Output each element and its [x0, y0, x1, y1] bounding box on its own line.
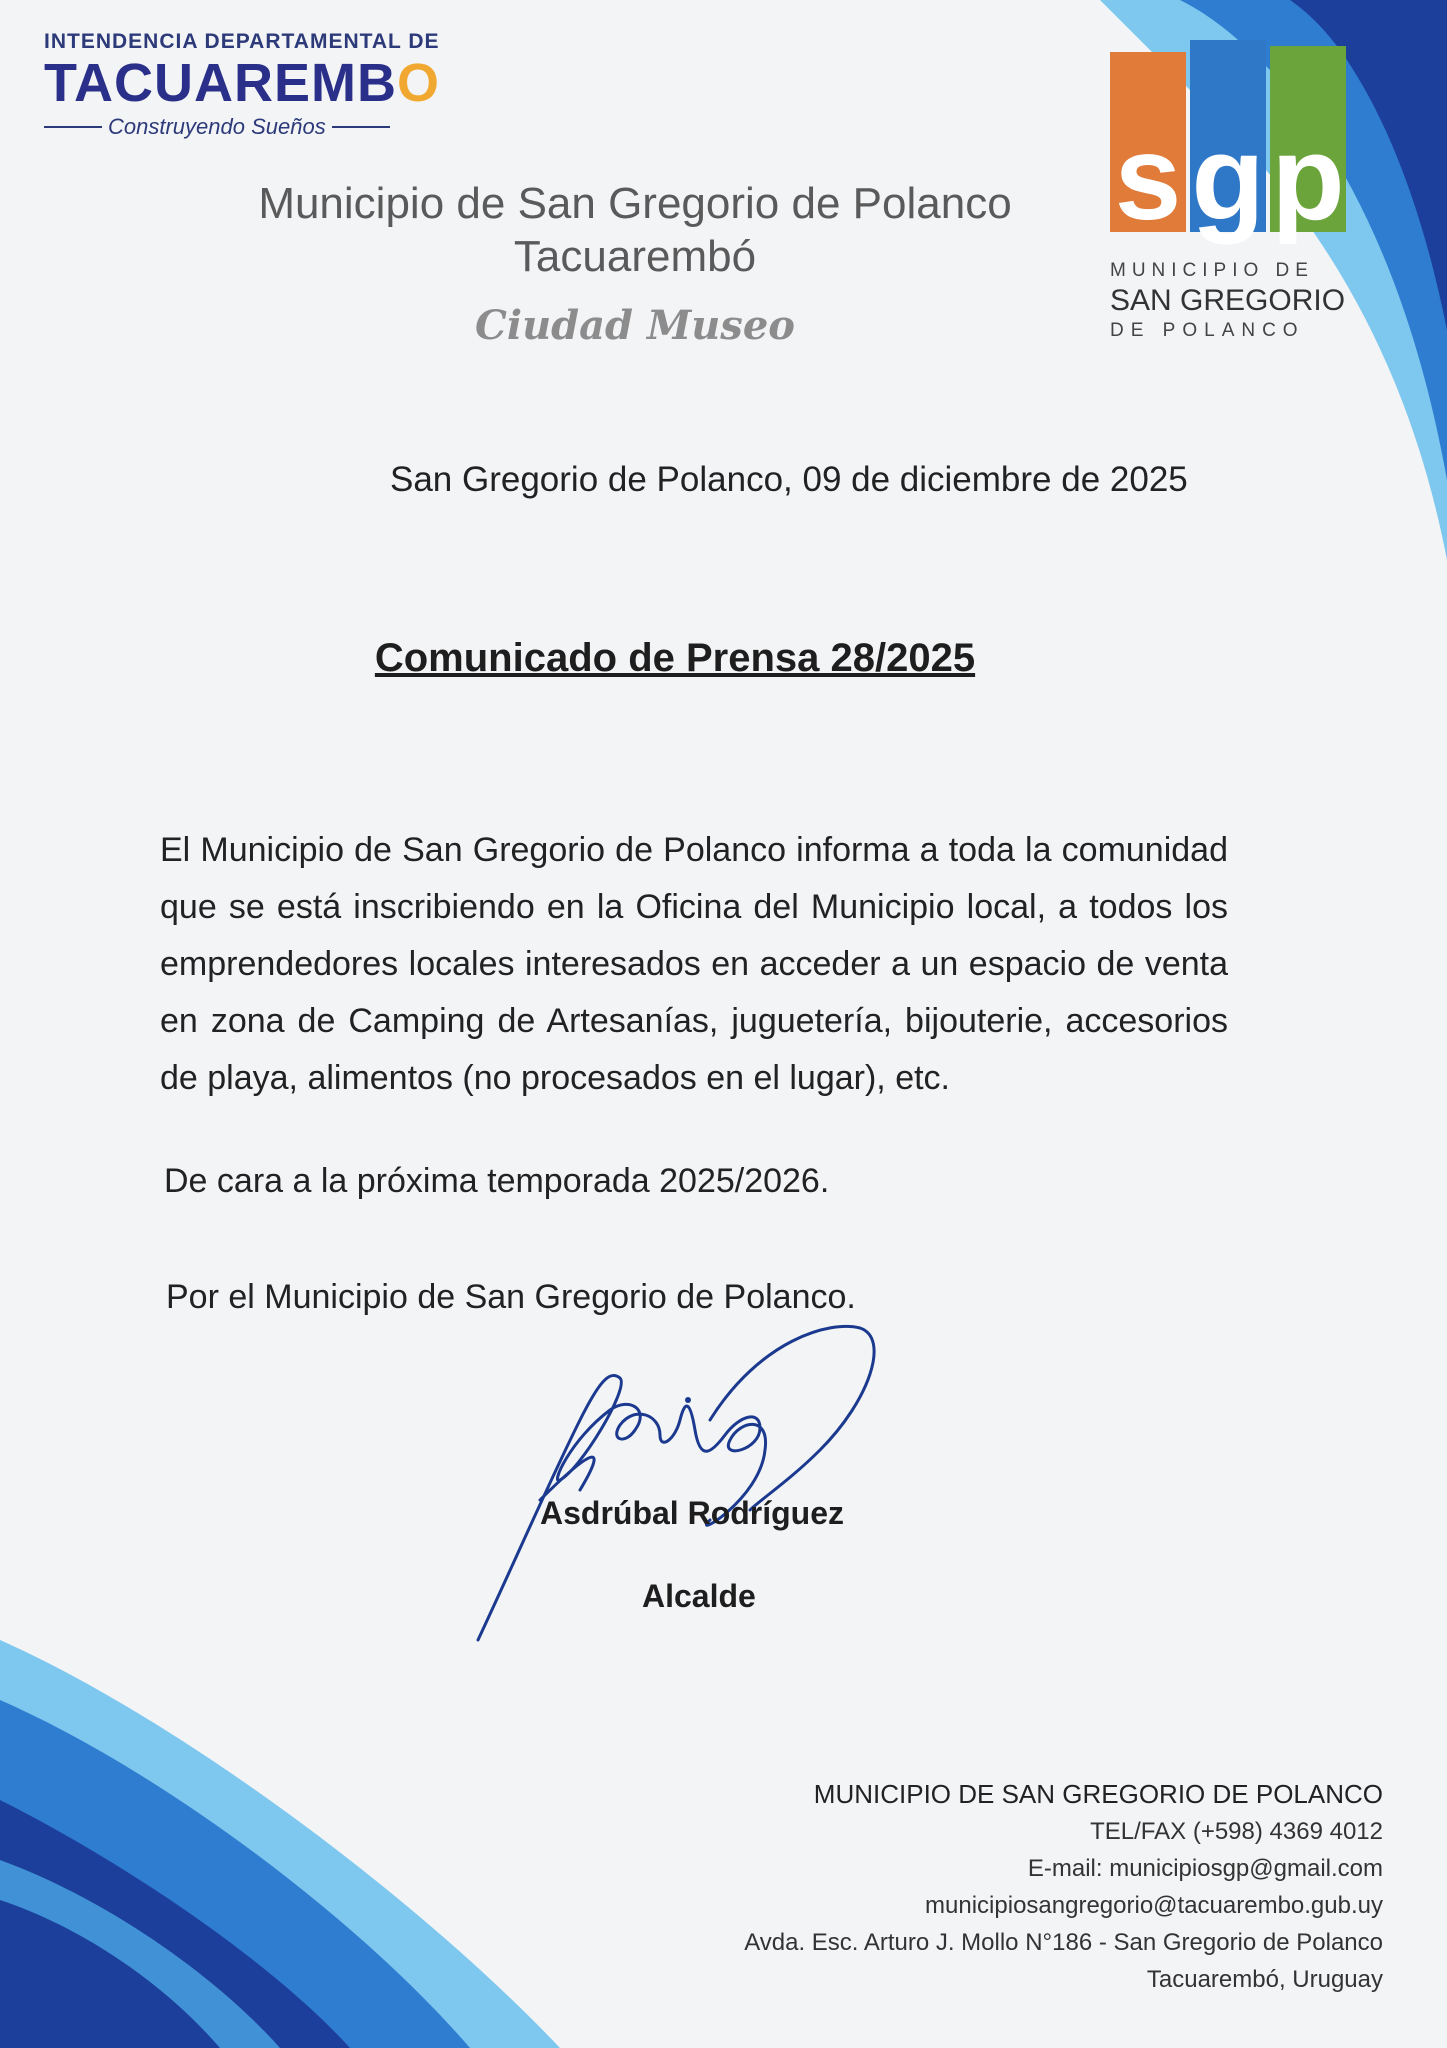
sgp-letter-p: p	[1270, 46, 1346, 232]
signature-stroke-loop	[710, 1326, 874, 1510]
footer-email-1: E-mail: municipiosgp@gmail.com	[1027, 1855, 1383, 1882]
sgp-logo-text	[1110, 260, 1350, 342]
signer-name: Asdrúbal Rodríguez	[540, 1495, 845, 1531]
tagline-rule-right	[332, 126, 390, 128]
sgp-municipio-logo	[1110, 40, 1350, 342]
letter-date: San Gregorio de Polanco, 09 de diciembre de 2025	[390, 460, 1188, 499]
logo-name-part1: TACUAREMB	[44, 53, 397, 113]
heading-motto: Ciudad Museo	[475, 301, 795, 349]
logo-tagline-row	[44, 114, 444, 140]
sgp-text-line-1: MUNICIPIO DE	[1110, 260, 1314, 281]
signature-stroke-underline	[540, 1457, 594, 1500]
logo-top-line: INTENDENCIA DEPARTAMENTAL DE	[44, 30, 440, 53]
footer-city: Tacuarembó, Uruguay	[1146, 1966, 1383, 1993]
municipality-heading	[220, 178, 1050, 349]
sgp-letter-g: g	[1190, 40, 1266, 232]
body-paragraph-2: De cara a la próxima temporada 2025/2026.	[164, 1162, 830, 1200]
body-paragraph-1: El Municipio de San Gregorio de Polanco informa a toda la comunidad que se está inscribiendo en la Oficina del Municipio local, a todos los emprendedores locales interesados en acceder a un espacio de venta en zona de Camping de Artesanías, juguetería, bijouterie, accesorios de playa, alimentos (no procesados en el lugar), etc.	[160, 831, 1228, 1097]
signature-dot	[685, 1397, 691, 1403]
logo-name-part2: O	[396, 53, 440, 113]
press-release-title: Comunicado de Prensa 28/2025	[374, 636, 976, 680]
heading-line-2: Tacuarembó	[513, 231, 757, 281]
logo-name	[44, 53, 444, 113]
sgp-text-line-2: SAN GREGORIO	[1110, 284, 1346, 317]
sgp-text-line-3: DE POLANCO	[1110, 320, 1305, 341]
footer-phone: TEL/FAX (+598) 4369 4012	[1090, 1818, 1383, 1845]
heading-line-1: Municipio de San Gregorio de Polanco	[258, 179, 1012, 228]
signer-role: Alcalde	[642, 1578, 756, 1614]
closing-line: Por el Municipio de San Gregorio de Polanco.	[166, 1278, 856, 1316]
footer-title: MUNICIPIO DE SAN GREGORIO DE POLANCO	[813, 1779, 1383, 1809]
footer-address: Avda. Esc. Arturo J. Mollo N°186 - San Gregorio de Polanco	[744, 1929, 1383, 1956]
sgp-letter-s: s	[1110, 52, 1186, 232]
logo-tagline: Construyendo Sueños	[108, 114, 326, 139]
intendencia-tacuarembo-logo	[44, 30, 444, 140]
footer-email-2: municipiosangregorio@tacuarembo.gub.uy	[925, 1892, 1383, 1919]
sgp-letter-blocks	[1110, 40, 1350, 245]
footer-contact-block	[744, 1776, 1383, 1998]
tagline-rule-left	[44, 126, 102, 128]
